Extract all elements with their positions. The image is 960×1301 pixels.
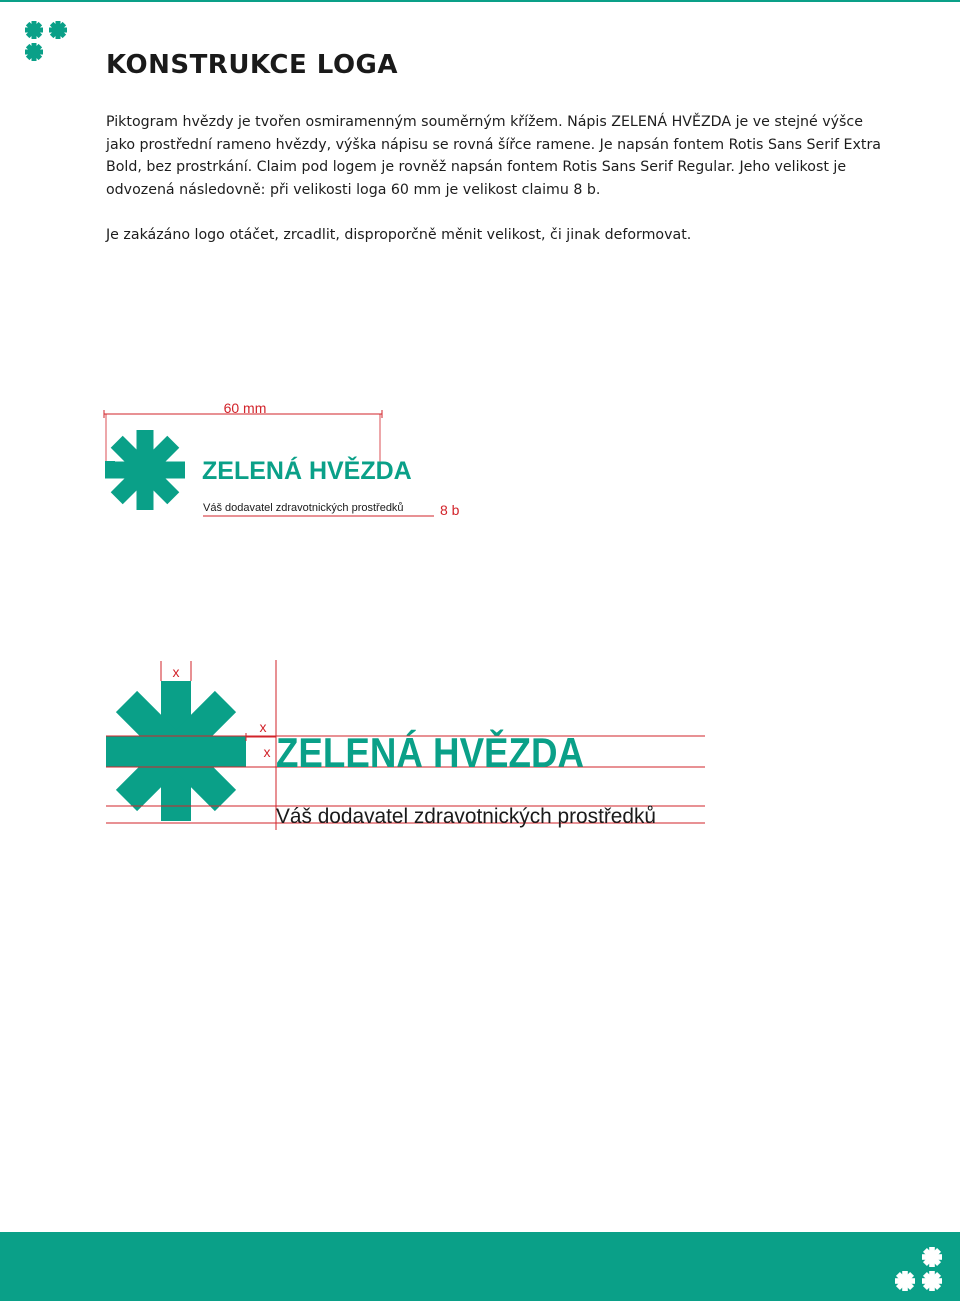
- construction-wordmark: ZELENÁ HVĚZDA: [276, 729, 629, 776]
- logo-wordmark: ZELENÁ HVĚZDA: [202, 457, 412, 485]
- footer-stars-icon: [892, 1246, 946, 1292]
- footer-band: [0, 1232, 960, 1301]
- star-pictogram-icon: [105, 430, 185, 510]
- unit-label-mid1: x: [259, 719, 267, 735]
- unit-label-top: x: [172, 664, 180, 680]
- construction-logo: [106, 660, 705, 830]
- description-paragraph: Piktogram hvězdy je tvořen osmiramenným souměrným křížem. Nápis ZELENÁ HVĚZDA je ve stejné výšce jako prostřední rameno hvězdy, výška nápisu se rovná šířce ramene. Je napsán fontem Rotis Sans Serif Extra Bold, bez prostrkání. Claim pod logem je rovněž napsán fontem Rotis Sans Serif Regular. Jeho velikost je odvozená následovně: při velikosti loga 60 mm je velikost claimu 8 b.: [106, 114, 882, 198]
- logo-claim: Váš dodavatel zdravotnických prostředků: [203, 502, 404, 514]
- construction-claim: Váš dodavatel zdravotnických prostředků: [276, 805, 656, 828]
- small-logo: [104, 400, 460, 518]
- page-title: KONSTRUKCE LOGA: [106, 50, 399, 80]
- claim-size-label: 8 b: [440, 502, 460, 518]
- restriction-paragraph: Je zakázáno logo otáčet, zrcadlit, disproporčně měnit velikost, či jinak deformovat.: [106, 227, 692, 243]
- width-label: 60 mm: [223, 400, 267, 416]
- unit-label-mid2: x: [263, 744, 271, 760]
